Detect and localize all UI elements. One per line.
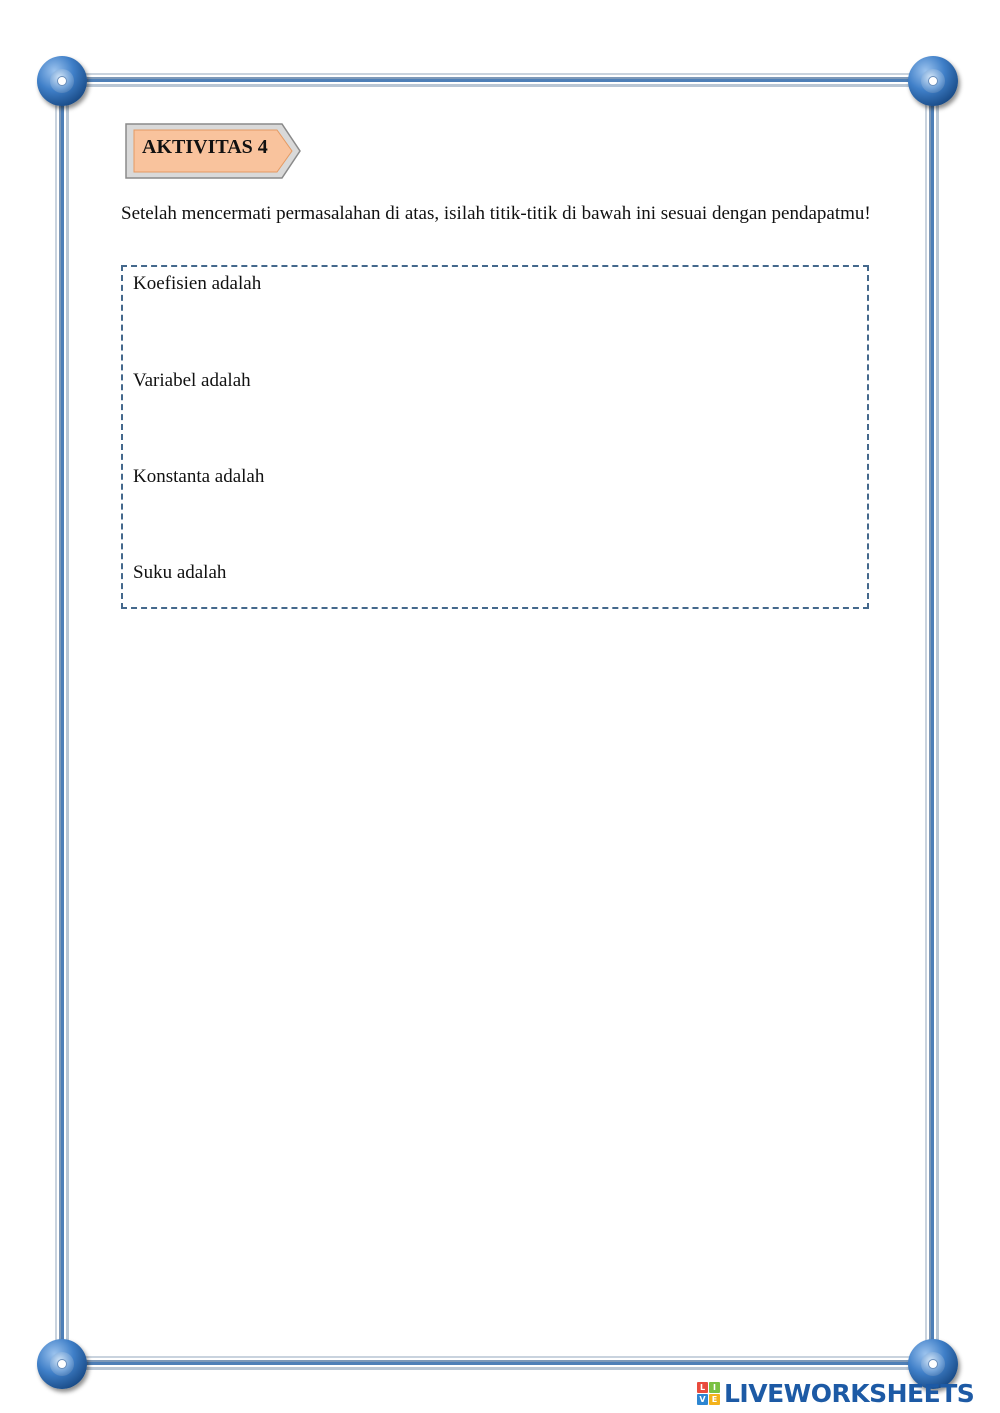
- logo-tile: V: [697, 1394, 708, 1405]
- instruction-text: Setelah mencermati permasalahan di atas, isilah titik-titik di bawah ini sesuai dengan pendapatmu!: [121, 203, 871, 224]
- frame-right-rail: [925, 80, 939, 1363]
- logo-tile: L: [697, 1382, 708, 1393]
- activity-title: AKTIVITAS 4: [142, 136, 268, 158]
- frame-bottom-rail: [60, 1356, 932, 1370]
- prompt-variabel: Variabel adalah: [133, 370, 251, 391]
- frame-left-rail: [55, 80, 69, 1363]
- prompt-konstanta: Konstanta adalah: [133, 466, 265, 487]
- frame-knob-top-left-icon: [37, 56, 87, 106]
- logo-text: LIVEWORKSHEETS: [724, 1378, 975, 1408]
- frame-top-rail: [60, 73, 932, 87]
- answer-box: [121, 265, 869, 609]
- logo-tiles-icon: [697, 1382, 720, 1405]
- prompt-suku: Suku adalah: [133, 562, 227, 583]
- frame-knob-top-right-icon: [908, 56, 958, 106]
- prompt-koefisien: Koefisien adalah: [133, 273, 262, 294]
- liveworksheets-logo: [697, 1377, 997, 1409]
- logo-tile: E: [709, 1394, 720, 1405]
- logo-tile: I: [709, 1382, 720, 1393]
- frame-knob-bottom-left-icon: [37, 1339, 87, 1389]
- activity-badge: [124, 122, 302, 180]
